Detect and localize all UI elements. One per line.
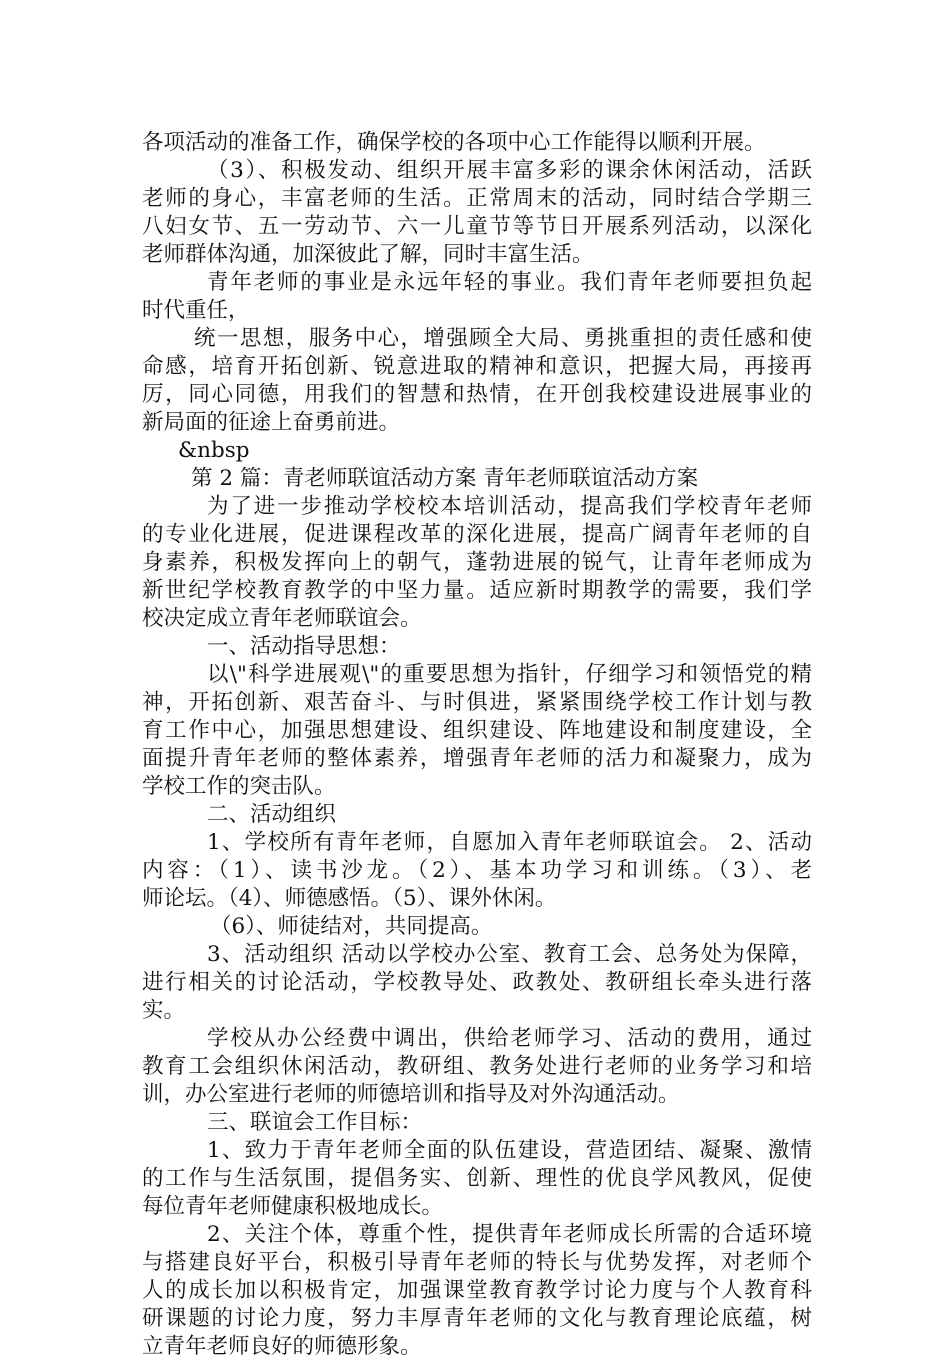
text-line: 的专业化进展，促进课程改革的深化进展，提高广阔青年老师的自 xyxy=(142,522,812,547)
text-line: 老师的身心，丰富老师的生活。正常周末的活动，同时结合学期三 xyxy=(142,186,812,211)
section-heading: 第 2 篇：青老师联谊活动方案 青年老师联谊活动方案 xyxy=(191,466,699,491)
text-line: 面提升青年老师的整体素养，增强青年老师的活力和凝聚力，成为 xyxy=(142,746,812,771)
text-line: 训，办公室进行老师的师德培训和指导及对外沟通活动。 xyxy=(142,1082,680,1107)
text-line: 学校工作的突击队。 xyxy=(142,774,336,799)
text-line: 立青年老师良好的师德形象。 xyxy=(142,1334,422,1359)
text-line: 为了进一步推动学校校本培训活动，提高我们学校青年老师 xyxy=(207,494,812,519)
text-line: 八妇女节、五一劳动节、六一儿童节等节日开展系列活动，以深化 xyxy=(142,214,812,239)
text-line: 的工作与生活氛围，提倡务实、创新、理性的优良学风教风，促使 xyxy=(142,1166,812,1191)
text-line: 每位青年老师健康积极地成长。 xyxy=(142,1194,444,1219)
text-line: 厉，同心同德，用我们的智慧和热情，在开创我校建设进展事业的 xyxy=(142,382,812,407)
text-line: 与搭建良好平台，积极引导青年老师的特长与优势发挥，对老师个 xyxy=(142,1250,812,1275)
text-line: 进行相关的讨论活动，学校教导处、政教处、教研组长牵头进行落 xyxy=(142,970,812,995)
text-line: 青年老师的事业是永远年轻的事业。我们青年老师要担负起 xyxy=(207,270,812,295)
text-line: 人的成长加以积极肯定，加强课堂教育教学讨论力度与个人教育科 xyxy=(142,1278,812,1303)
text-line: &nbsp xyxy=(178,438,250,463)
text-line: 新世纪学校教育教学的中坚力量。适应新时期教学的需要，我们学 xyxy=(142,578,812,603)
text-line: （3）、积极发动、组织开展丰富多彩的课余休闲活动，活跃 xyxy=(207,158,812,183)
text-line: 老师群体沟通，加深彼此了解，同时丰富生活。 xyxy=(142,242,594,267)
text-line: 新局面的征途上奋勇前进。 xyxy=(142,410,401,435)
text-line: 神，开拓创新、艰苦奋斗、与时俱进，紧紧围绕学校工作计划与教 xyxy=(142,690,812,715)
text-line: 以\"科学进展观\"的重要思想为指针，仔细学习和领悟党的精 xyxy=(207,662,812,687)
text-line: 3、活动组织 活动以学校办公室、教育工会、总务处为保障， xyxy=(207,942,812,967)
text-line: 身素养，积极发挥向上的朝气，蓬勃进展的锐气，让青年老师成为 xyxy=(142,550,812,575)
text-line: 内容：（1）、读书沙龙。（2）、基本功学习和训练。（3）、老 xyxy=(142,858,812,883)
text-line: 学校从办公经费中调出，供给老师学习、活动的费用，通过 xyxy=(207,1026,812,1051)
text-line: 命感，培育开拓创新、锐意进取的精神和意识，把握大局，再接再 xyxy=(142,354,812,379)
text-line: 1、学校所有青年老师，自愿加入青年老师联谊会。 2、活动 xyxy=(207,830,812,855)
subsection-heading: 二、活动组织 xyxy=(207,802,337,827)
text-line: 师论坛。（4）、师德感悟。（5）、课外休闲。 xyxy=(142,886,557,911)
text-line: 研课题的讨论力度，努力丰厚青年老师的文化与教育理论底蕴，树 xyxy=(142,1306,812,1331)
subsection-heading: 一、活动指导思想： xyxy=(207,634,401,659)
subsection-heading: 三、联谊会工作目标： xyxy=(207,1110,423,1135)
text-line: 实。 xyxy=(142,998,186,1023)
text-line: （6）、师徒结对，共同提高。 xyxy=(210,914,493,939)
text-line: 1、致力于青年老师全面的队伍建设，营造团结、凝聚、激情 xyxy=(207,1138,812,1163)
text-line: 统一思想，服务中心，增强顾全大局、勇挑重担的责任感和使 xyxy=(194,326,812,351)
text-line: 校决定成立青年老师联谊会。 xyxy=(142,606,422,631)
text-line: 教育工会组织休闲活动，教研组、教务处进行老师的业务学习和培 xyxy=(142,1054,812,1079)
text-line: 2、关注个体，尊重个性，提供青年老师成长所需的合适环境 xyxy=(207,1222,812,1247)
text-line: 各项活动的准备工作，确保学校的各项中心工作能得以顺利开展。 xyxy=(142,130,766,155)
text-line: 时代重任， xyxy=(142,298,250,323)
text-line: 育工作中心，加强思想建设、组织建设、阵地建设和制度建设，全 xyxy=(142,718,812,743)
